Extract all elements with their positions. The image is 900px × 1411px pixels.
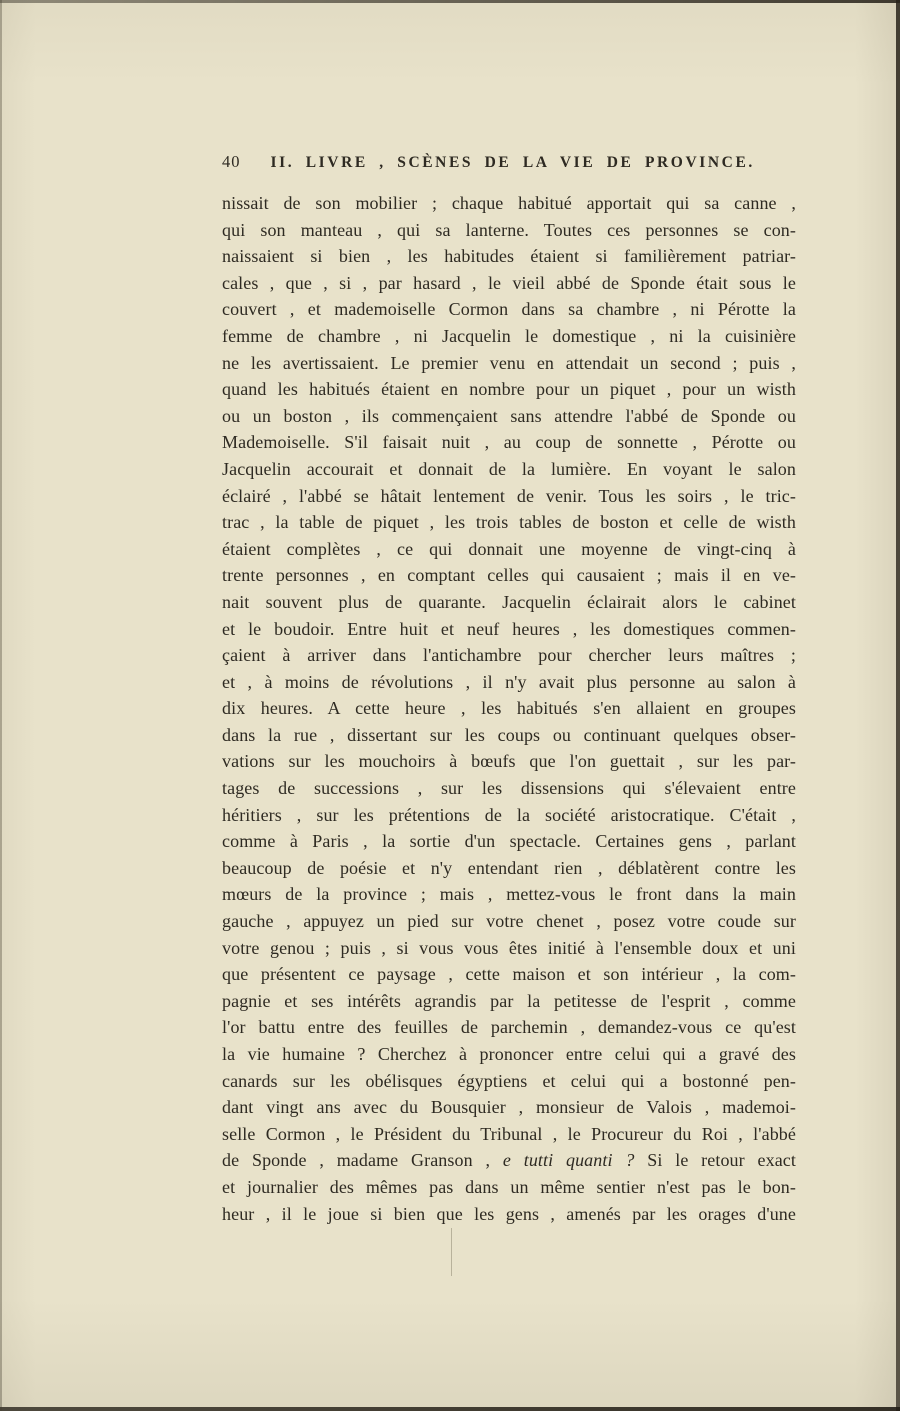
text-line: vations sur les mouchoirs à bœufs que l'on guettait , sur les par- — [222, 751, 796, 772]
scan-edge-top — [0, 0, 900, 3]
text-line: éclairé , l'abbé se hâtait lentement de venir. Tous les soirs , le tric- — [222, 485, 796, 506]
scan-edge-bottom — [0, 1407, 900, 1411]
text-line: Jacquelin accourait et donnait de la lumière. En voyant le salon — [222, 458, 796, 479]
text-line — [222, 1147, 796, 1174]
text-line: Mademoiselle. S'il faisait nuit , au coup de sonnette , Pérotte ou — [222, 432, 796, 453]
text-line: héritiers , sur les prétentions de la société aristocratique. C'était , — [222, 804, 796, 825]
text-line: l'or battu entre des feuilles de parchemin , demandez-vous ce qu'est — [222, 1017, 796, 1038]
text-line: çaient à arriver dans l'antichambre pour chercher leurs maîtres ; — [222, 645, 796, 666]
text-line: la vie humaine ? Cherchez à prononcer entre celui qui a gravé des — [222, 1044, 796, 1064]
text-line: heur , il le joue si bien que les gens , amenés par les orages d'une — [222, 1203, 796, 1224]
text-line: dix heures. A cette heure , les habitués s'en allaient en groupes — [222, 698, 796, 719]
text-line: votre genou ; puis , si vous vous êtes initié à l'ensemble doux et uni — [222, 937, 796, 958]
text-line: quand les habitués étaient en nombre pour un piquet , pour un wisth — [222, 379, 796, 400]
text-line: femme de chambre , ni Jacquelin le domestique , ni la cuisinière — [222, 325, 796, 346]
text-line: nait souvent plus de quarante. Jacquelin éclairait alors le cabinet — [222, 591, 796, 612]
text-line: trente personnes , en comptant celles qui causaient ; mais il en ve- — [222, 565, 796, 586]
running-header — [222, 152, 796, 172]
text-line: ou un boston , ils commençaient sans attendre l'abbé de Sponde ou — [222, 405, 796, 426]
text-line: tages de successions , sur les dissensions qui s'élevaient entre — [222, 778, 796, 799]
text-segment: de Sponde , madame Granson , — [222, 1150, 503, 1171]
text-line: cales , que , si , par hasard , le vieil abbé de Sponde était sous le — [222, 272, 796, 293]
page-number: 40 — [222, 152, 241, 171]
text-block — [222, 190, 796, 1227]
text-line: et journalier des mêmes pas dans un même sentier n'est pas le bon- — [222, 1176, 796, 1197]
italic-phrase: e tutti quanti ? — [502, 1150, 635, 1171]
text-line: naissaient si bien , les habitudes étaient si familièrement patriar- — [222, 246, 796, 267]
text-line: beaucoup de poésie et n'y entendant rien , déblatèrent contre les — [222, 857, 796, 878]
running-title: II. LIVRE , SCÈNES DE LA VIE DE PROVINCE. — [270, 154, 755, 171]
text-line: couvert , et mademoiselle Cormon dans sa chambre , ni Pérotte la — [222, 299, 796, 320]
text-line: ne les avertissaient. Le premier venu en attendait un second ; puis , — [222, 352, 796, 373]
text-segment: Si le retour exact — [634, 1150, 796, 1171]
text-line: gauche , appuyez un pied sur votre chenet , posez votre coude sur — [222, 911, 796, 932]
text-line: comme à Paris , la sortie d'un spectacle. Certaines gens , parlant — [222, 831, 796, 852]
text-line: et le boudoir. Entre huit et neuf heures , les domestiques commen- — [222, 618, 796, 639]
text-line: nissait de son mobilier ; chaque habitué apportait qui sa canne , — [222, 193, 796, 213]
text-line: que présentent ce paysage , cette maison et son intérieur , la com- — [222, 964, 796, 985]
text-line: trac , la table de piquet , les trois tables de boston et celle de wisth — [222, 512, 796, 533]
scan-edge-left — [0, 0, 2, 1411]
text-line: étaient complètes , ce qui donnait une moyenne de vingt-cinq à — [222, 538, 796, 559]
text-line: canards sur les obélisques égyptiens et celui qui a bostonné pen- — [222, 1070, 796, 1091]
text-line: qui son manteau , qui sa lanterne. Toutes ces personnes se con- — [222, 219, 796, 240]
text-line: et , à moins de révolutions , il n'y avait plus personne au salon à — [222, 671, 796, 692]
text-line: dans la rue , dissertant sur les coups ou continuant quelques obser- — [222, 724, 796, 745]
scan-edge-right — [896, 0, 900, 1411]
scan-crease — [451, 1228, 452, 1276]
text-line: selle Cormon , le Président du Tribunal , le Procureur du Roi , l'abbé — [222, 1123, 796, 1144]
text-line: pagnie et ses intérêts agrandis par la petitesse de l'esprit , comme — [222, 990, 796, 1011]
text-line: mœurs de la province ; mais , mettez-vous le front dans la main — [222, 884, 796, 905]
text-line: dant vingt ans avec du Bousquier , monsieur de Valois , mademoi- — [222, 1097, 796, 1118]
